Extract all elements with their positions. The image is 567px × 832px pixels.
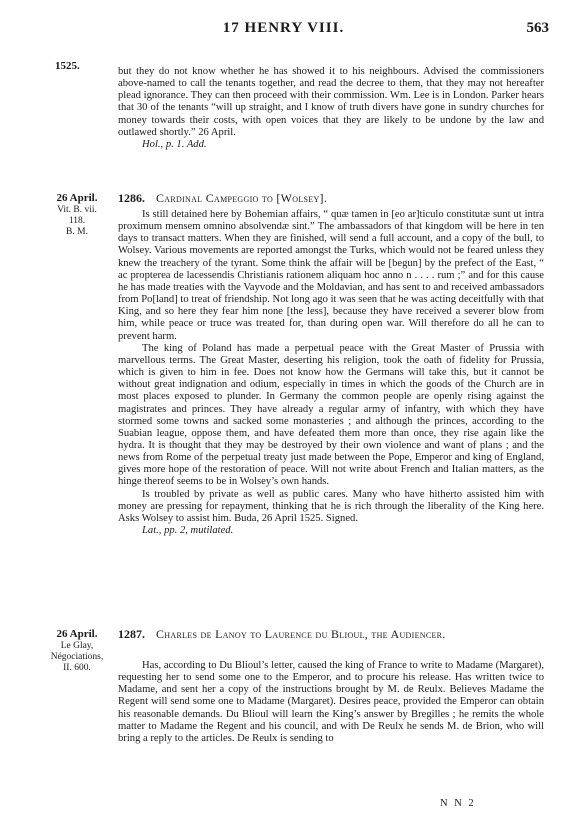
entry-1287-date: 26 April. (56, 628, 98, 640)
signature-mark: N N 2 (440, 798, 476, 809)
entry-1286-date: 26 April. (56, 192, 98, 204)
entry-1286-number: 1286. (118, 191, 145, 205)
entry-1286-paragraph: The king of Poland has made a perpetual peace with the Great Master of Prussia with marvellous terms. The Great Master, deserting his religion, took the oath of fidelity for Prussia, which is given to him in fee. Does not know how the Germans will take this, but it cannot be without great indignation and odium, especially in times in which the goods of the Church are in most places exposed to plunder. In Germany the common people are openly rising against the magistrates and princes. They have already a regular army of infantry, with which they have stormed some towns and sacked some monasteries ; and although the princes, according to the Suabian league, oppose them, and have defeated them more than once, they rise again like the hydra. It is thought that they may be destroyed by their own violence and want of plans ; and the news from Rome of the perpetual treaty just made between the Pope, Emperor and king of England, gives more hope of the restoration of peace. Will not write about French and Italian matters, as the hinge thereof seems to be in Wolsey’s own hands. (118, 342, 544, 488)
entry-1287-heading (118, 627, 548, 642)
entry-1286-source-line: B. M. (66, 227, 88, 237)
entry-1287-source-line: Le Glay, (60, 641, 94, 651)
continuation-reference: Hol., p. 1. Add. (142, 138, 207, 150)
entry-1286-source-line: 118. (68, 216, 86, 226)
entry-1287-title: Charles de Lanoy to Laurence du Blioul, the Audiencer. (156, 627, 446, 641)
page-number: 563 (526, 20, 549, 36)
continuation-text: but they do not know whether he has showed it to his neighbours. Advised the commissioners above-named to call the tenants together, and read the decree to them, that they may not hereafter plead ignorance. They can then proceed with their commission. Wm. Lee is in London. Parker hears that 30 of the tenants “will up straight, and I know of truth divers have gone in sundry churches for money towards their costs, with open voices that they are likely to be undone by the law and outlawed shortly.” 26 April. (118, 66, 544, 138)
entry-1286-margin (40, 192, 114, 238)
entry-1286-heading (118, 191, 548, 206)
entry-1286-title: Cardinal Campeggio to [Wolsey]. (156, 191, 328, 205)
entry-1287-paragraph: Has, according to Du Blioul’s letter, caused the king of France to write to Madame (Margaret), requesting her to send some one to the Emperor, and to procure his release. Has written twice to Madame, and sent her a copy of the instructions brought by M. de Reulx. Believes Madame the Regent will send some one to Madame (Margaret). Desires peace, provided the Emperor can obtain his reasonable demands. Du Blioul will learn the King’s answer by Bregilles ; he remits the whole matter to Madame the Regent and his council, and with De Reulx he sends M. de Brion, who will bring a reply to the articles. De Reulx is sending to (118, 660, 544, 744)
running-header (0, 20, 567, 42)
entry-1286-source-line: Vit. B. vii. (57, 205, 97, 215)
entry-1286-body (118, 209, 544, 537)
entry-1287-source-line: II. 600. (63, 663, 91, 673)
entry-1287-body (118, 660, 544, 745)
entry-1286-reference: Lat., pp. 2, mutilated. (142, 525, 234, 537)
entry-1286-paragraph: Is still detained here by Bohemian affairs, “ quæ tamen in [eo ar]ticulo constitutæ sunt ut intra proximum mensem omnino absolvendæ sint.” The ambassadors of that kingdom will be here in ten days to transact matters. When they are finished, will send a full account, and a copy of the bull, to Wolsey. Various movements are reported amongst the Turks, which would not be feared unless they knew the treachery of the tyrant. Some think the affair will be [begun] by the prefect of the East, “ ac propterea de lacessendis Christianis rationem aliquam hoc anno n . . . . rum ;” and for this cause he has made treaties with the Vayvode and the Moldavian, and has sent to and received ambassadors from Po[land] to treat of friendship. Not long ago it was seen that he was acting deceitfully with that King, and so here they fear him none [the less], because they have received a severer blow from him, while peace or truce was treated for, than during open war. Will therefore do all he can to prevent harm. (118, 209, 544, 342)
entry-1287-number: 1287. (118, 627, 145, 641)
entry-1286-paragraph: Is troubled by private as well as public cares. Many who have hitherto assisted him with money are pressing for repayment, thinking that he is rich through the liberality of the King here. Asks Wolsey to assist him. Buda, 26 April 1525. Signed. (118, 488, 544, 524)
continuation-section (118, 66, 544, 151)
entry-1287-source-line: Négociations, (50, 652, 104, 662)
running-title: 17 HENRY VIII. (222, 20, 345, 36)
entry-1287-margin (40, 628, 114, 674)
year-marker: 1525. (55, 60, 80, 72)
